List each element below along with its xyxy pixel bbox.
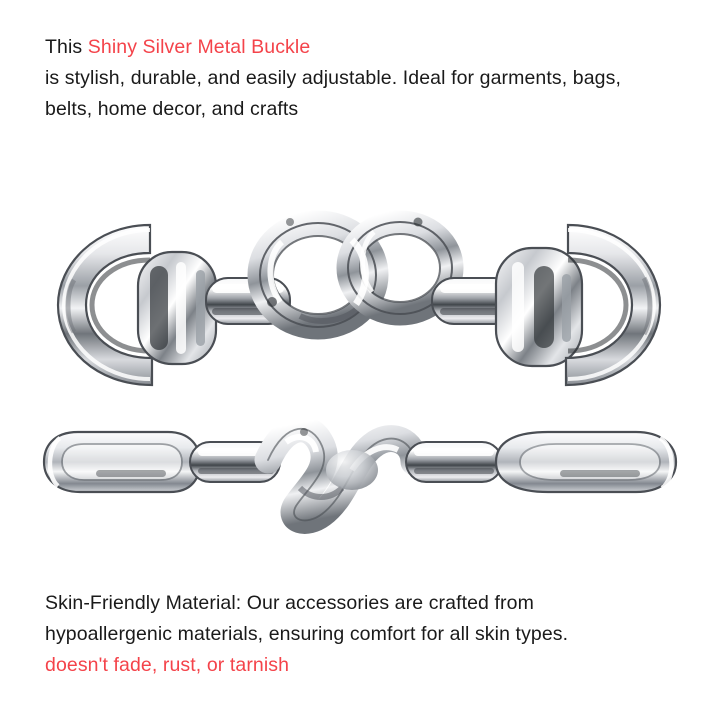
- top-text-line-1: [45, 32, 685, 63]
- product-name-highlight: Shiny Silver Metal Buckle: [87, 36, 311, 58]
- right-flat-loop: [496, 432, 676, 492]
- top-description-text: [45, 32, 685, 125]
- top-text-line-2: is stylish, durable, and easily adjustable. Ideal for garments, bags,: [45, 67, 621, 89]
- right-shaft: [406, 442, 502, 482]
- buckle-illustration: [0, 170, 720, 570]
- product-image-area: [0, 170, 720, 570]
- twisted-center-knot: [268, 428, 414, 520]
- top-text-line-3: belts, home decor, and crafts: [45, 98, 299, 120]
- buckle-front-view: [58, 218, 660, 386]
- buckle-side-view: [44, 428, 676, 520]
- top-text-line-1-prefix: This: [45, 36, 88, 58]
- bottom-text-line-1: Skin-Friendly Material: Our accessories are crafted from: [45, 592, 534, 614]
- bottom-description-text: [45, 588, 685, 681]
- bottom-text-line-2: hypoallergenic materials, ensuring comfort for all skin types.: [45, 623, 569, 645]
- right-connector-block: [496, 248, 582, 366]
- bottom-text-highlight: doesn't fade, rust, or tarnish: [45, 654, 290, 676]
- left-connector-block: [138, 252, 216, 364]
- left-flat-loop: [44, 432, 200, 492]
